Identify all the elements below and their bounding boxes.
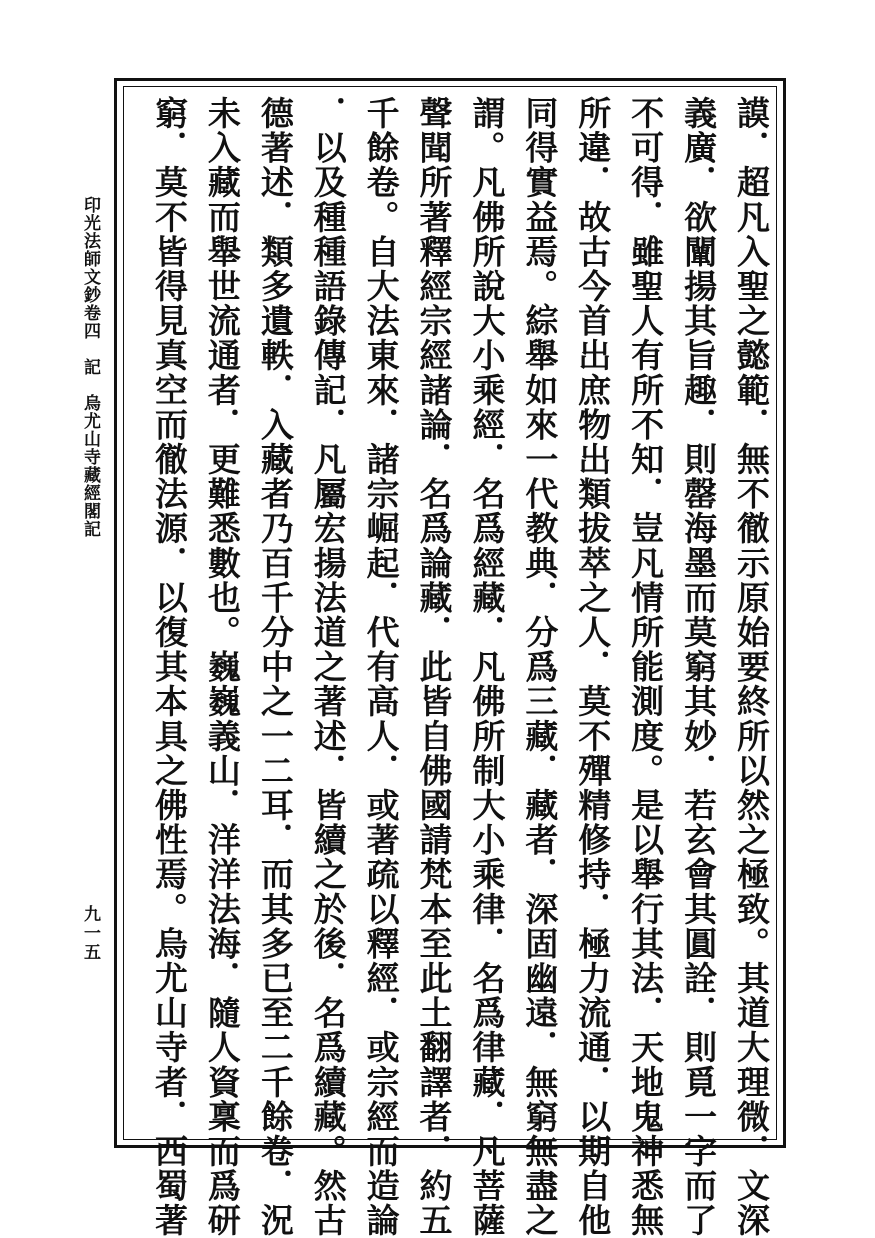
text-column: 窮．莫不皆得見真空而徹法源．以復其本具之佛性焉。烏尤山寺者．西蜀著 [150, 96, 189, 1238]
text-column: 千餘卷。自大法東來．諸宗崛起．代有高人．或著疏以釋經．或宗經而造論 [361, 96, 401, 1238]
text-column: 不可得．雖聖人有所不知．豈凡情所能測度。是以舉行其法．天地鬼神悉無 [626, 96, 666, 1238]
text-column: 謂。凡佛所說大小乘經．名爲經藏．凡佛所制大小乘律．名爲律藏．凡菩薩 [467, 96, 507, 1238]
text-column: 聲聞所著釋經宗經諸論．名爲論藏．此皆自佛國請梵本至此土翻譯者．約五 [414, 96, 454, 1238]
main-text-block [128, 96, 774, 1238]
text-column: ．以及種種語錄傳記．凡屬宏揚法道之著述．皆續之於後．名爲續藏。然古 [308, 96, 348, 1238]
text-column: 謨．超凡入聖之懿範．無不徹示原始要終所以然之極致。其道大理微．文深 [731, 96, 771, 1238]
text-column: 義廣．欲闡揚其旨趣．則罄海墨而莫窮其妙．若玄會其圓詮．則覓一字而了 [679, 96, 719, 1238]
running-title: 印光法師文鈔卷四 記 烏尤山寺藏經閣記 [80, 196, 100, 538]
text-column: 同得實益焉。綜舉如來一代教典．分爲三藏．藏者．深固幽遠．無窮無盡之 [520, 96, 560, 1238]
text-column: 所違．故古今首出庶物出類拔萃之人．莫不殫精修持．極力流通．以期自他 [573, 96, 613, 1238]
text-column: 未入藏而舉世流通者．更難悉數也。巍巍義山．洋洋法海．隨人資稟而爲研 [202, 96, 242, 1238]
text-column: 德著述．類多遺軼．入藏者乃百千分中之一二耳．而其多已至二千餘卷．況 [255, 96, 295, 1238]
page-number: 九一五 [80, 905, 100, 962]
